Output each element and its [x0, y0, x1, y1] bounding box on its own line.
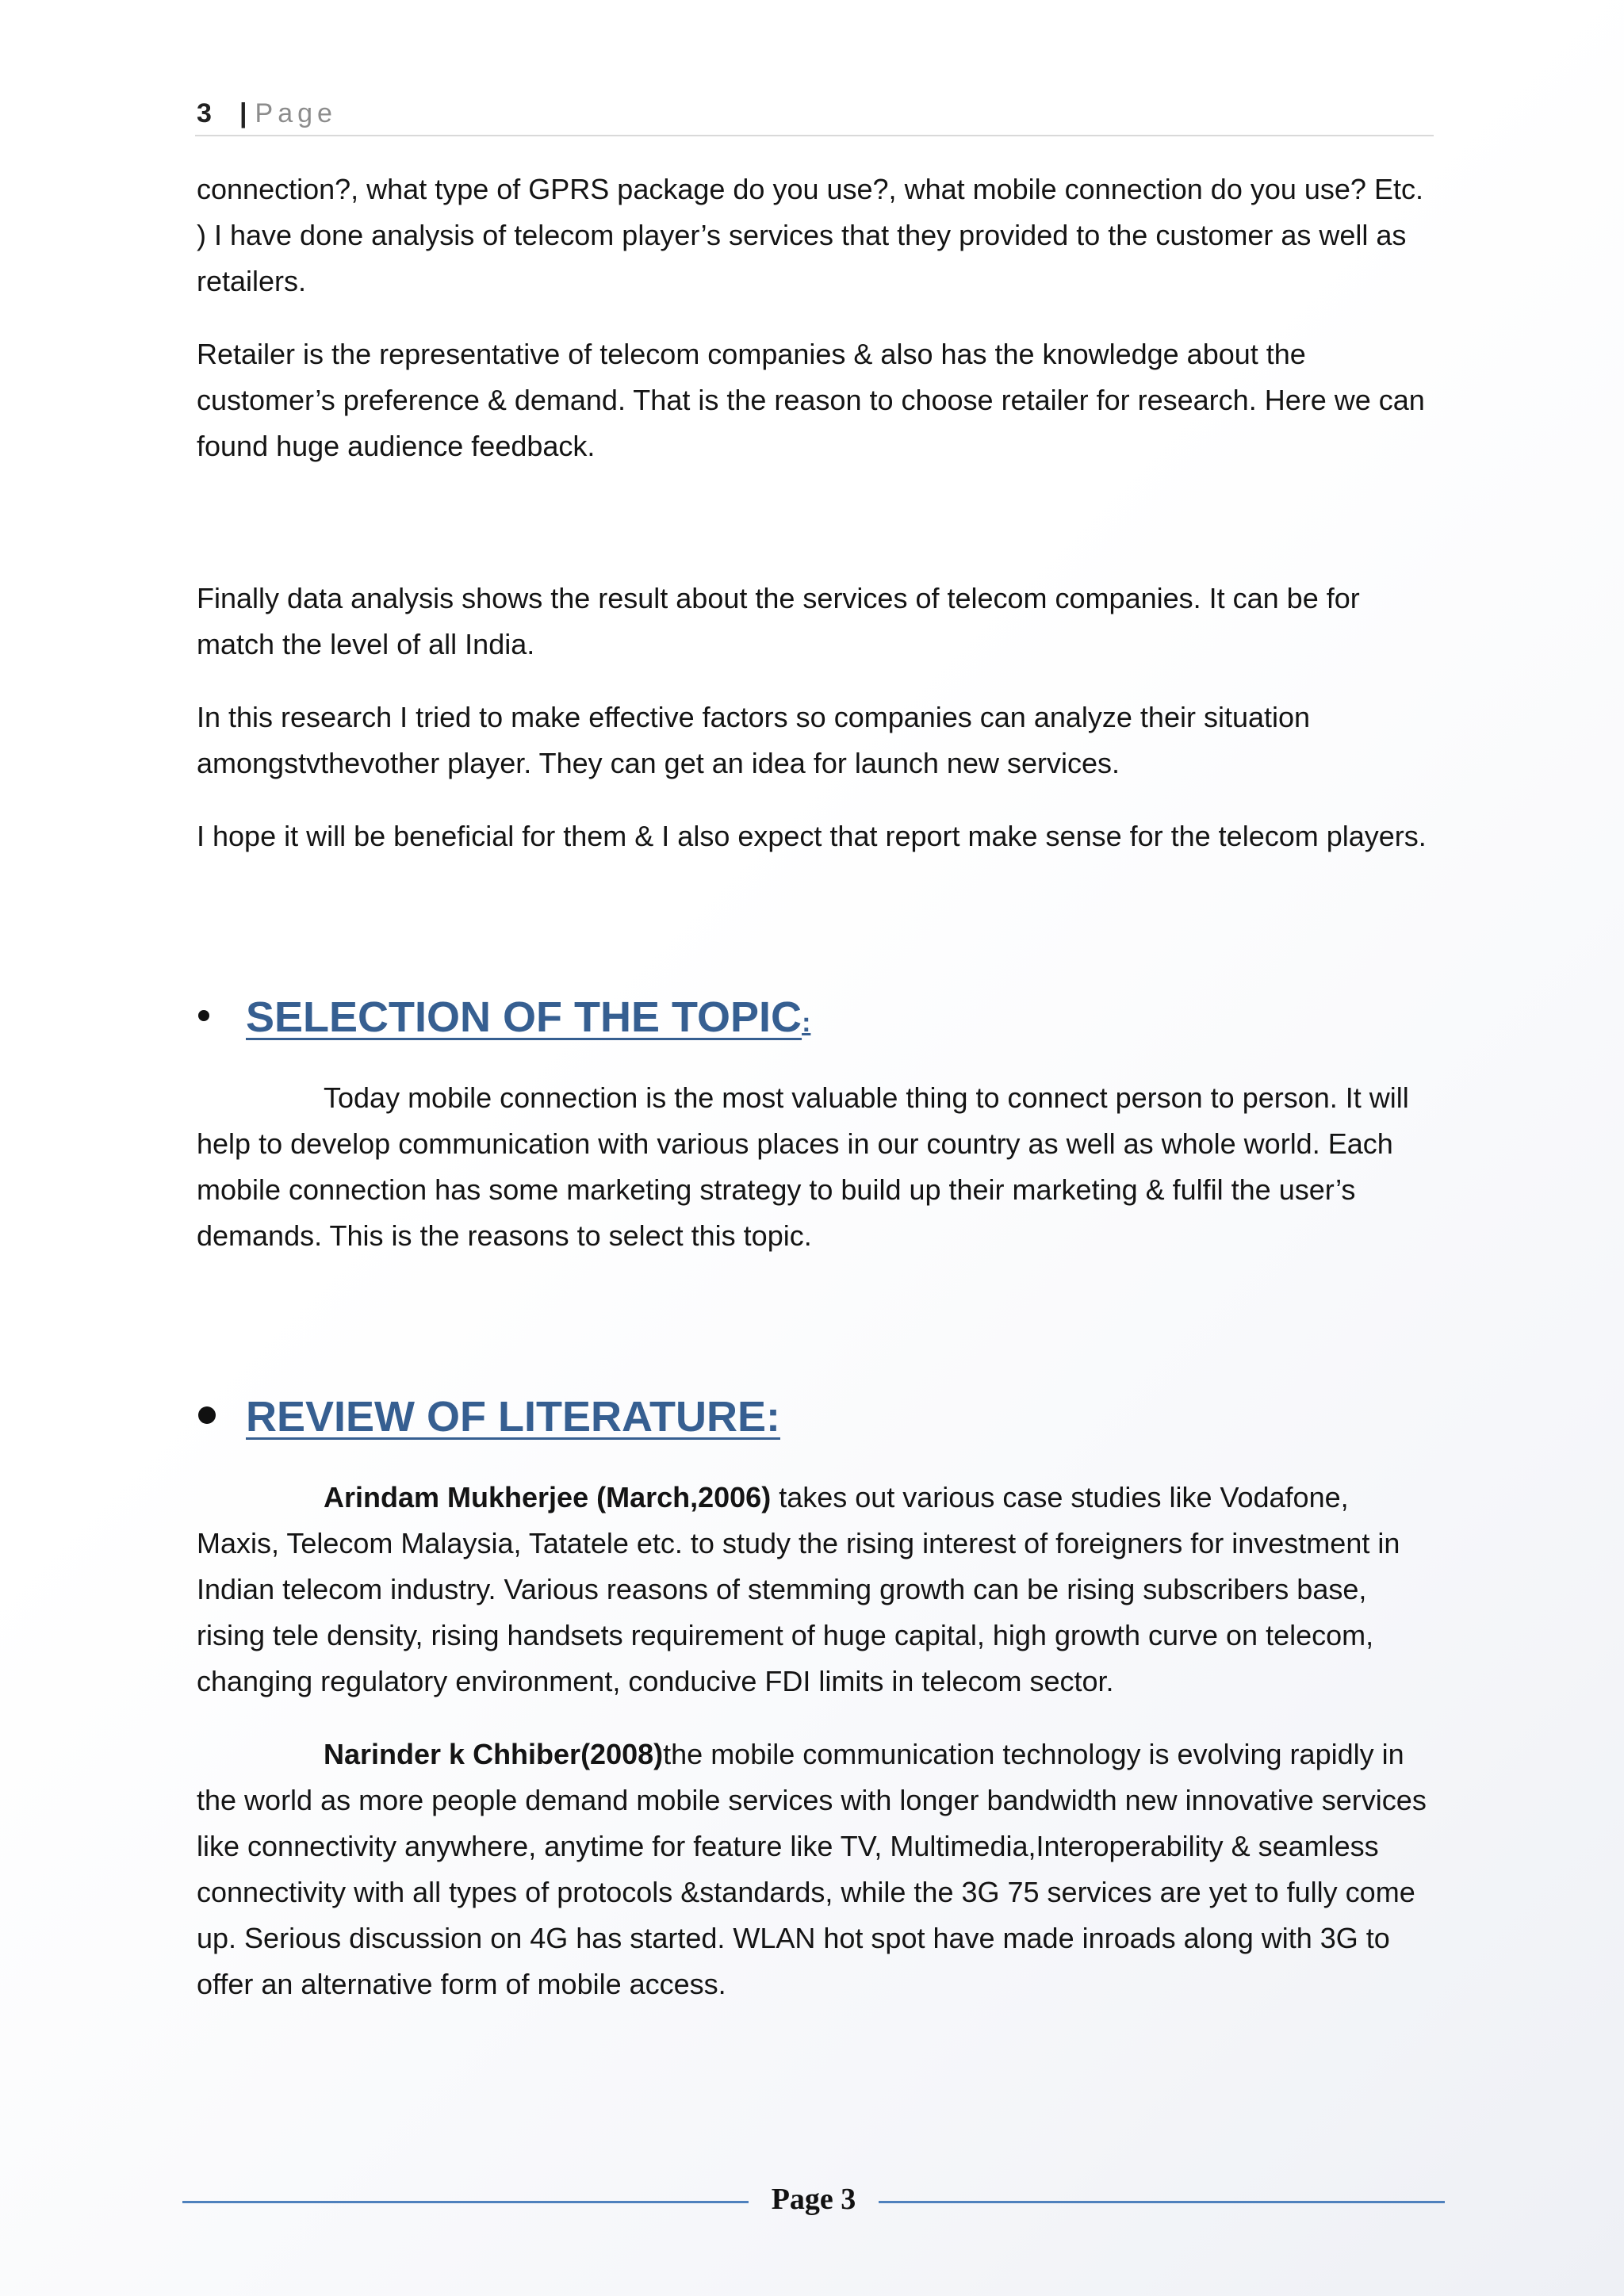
section-title-colon: : — [802, 1008, 811, 1038]
section-title-review: REVIEW OF LITERATURE: — [246, 1393, 780, 1441]
page-content — [197, 166, 1434, 2034]
bullet-icon — [198, 1010, 209, 1021]
section-title-selection: SELECTION OF THE TOPIC — [246, 993, 802, 1041]
footer-rule-right — [879, 2201, 1445, 2203]
footer-page-label: Page 3 — [771, 2183, 856, 2216]
review-text: the mobile communication technology is evolving rapidly in the world as more people demand mobile services with longer bandwidth new innovative services like connectivity anywhere, anytime for feature like TV, Multimedia,Interoperability & seamless connectivity with all types of protocols &standards, while the 3G 75 services are yet to fully come up. Serious discussion on 4G has started. WLAN hot spot have made inroads along with 3G to offer an alternative form of mobile access. — [197, 1738, 1427, 2000]
spacer — [197, 1286, 1434, 1389]
selection-paragraph: Today mobile connection is the most valuable thing to connect person to person. It will help to develop communication with various places in our country as well as whole world. Each mobile connection has some marketing strategy to build up their marketing & fulfil the user’s demands. This is the reasons to select this topic. — [197, 1081, 1409, 1252]
review-entry-1 — [197, 1475, 1434, 1705]
header-page-label — [239, 98, 337, 129]
review-entry-2 — [197, 1732, 1434, 2007]
header-label-text: Page — [255, 98, 337, 128]
header-page-number: 3 — [197, 98, 212, 128]
page-footer — [182, 2182, 1445, 2221]
body-paragraph-1: connection?, what type of GPRS package do you use?, what mobile connection do you use? Etc. ) I have done analysis of telecom player’s services that they provided to the customer as well as retailers. — [197, 173, 1423, 297]
header-separator: | — [239, 98, 247, 128]
section-heading-review — [197, 1389, 1434, 1445]
body-paragraph-5: I hope it will be beneficial for them & I also expect that report make sense for the telecom players. — [197, 820, 1427, 852]
body-paragraph-2: Retailer is the representative of telecom companies & also has the knowledge about the customer’s preference & demand. That is the reason to choose retailer for research. Here we can found huge audience feedback. — [197, 338, 1425, 462]
page-header — [195, 94, 1434, 136]
footer-rule-left — [182, 2201, 749, 2203]
bullet-icon — [198, 1406, 216, 1424]
spacer — [197, 496, 1434, 576]
review-author: Narinder k Chhiber(2008) — [324, 1738, 664, 1770]
review-text: takes out various case studies like Vodafone, Maxis, Telecom Malaysia, Tatatele etc. to study the rising interest of foreigners for investment in Indian telecom industry. Various reasons of stemming growth can be rising subscribers base, rising tele density, rising handsets requirement of huge capital, high growth curve on telecom, changing regulatory environment, conducive FDI limits in telecom sector. — [197, 1481, 1400, 1697]
body-paragraph-3: Finally data analysis shows the result about the services of telecom companies. It can be for match the level of all India. — [197, 582, 1360, 660]
review-author: Arindam Mukherjee (March,2006) — [324, 1481, 772, 1513]
spacer — [197, 886, 1434, 989]
section-heading-selection — [197, 989, 1434, 1045]
body-paragraph-4: In this research I tried to make effective factors so companies can analyze their situation amongstvthevother player. They can get an idea for launch new services. — [197, 701, 1311, 779]
